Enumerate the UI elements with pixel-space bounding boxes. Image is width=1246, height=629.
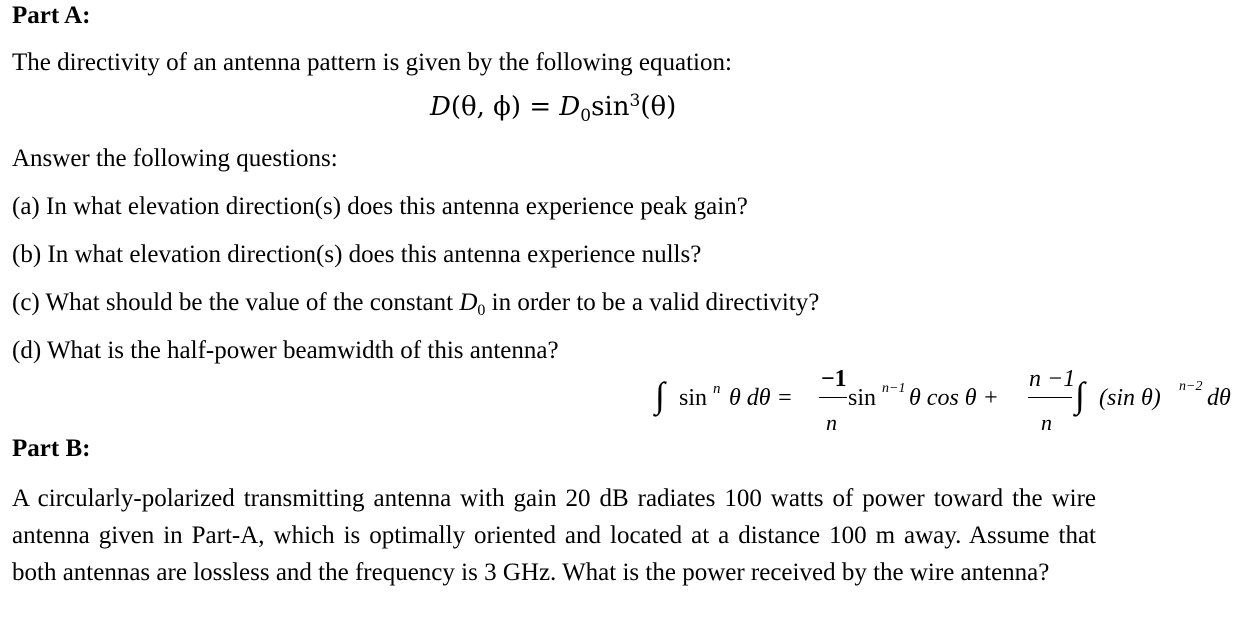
frac1-denominator: n <box>826 410 837 435</box>
question-c-text: (c) What should be the value of the constant <box>12 289 454 316</box>
eq-rhs-arg: (θ) <box>640 92 677 122</box>
question-b: (b) In what elevation direction(s) does this antenna experience nulls? <box>12 241 702 268</box>
formula-exp-n-1: n−1 <box>882 381 906 396</box>
question-c <box>12 289 819 317</box>
frac1-bar <box>819 397 847 398</box>
formula-theta-dtheta: θ dθ = <box>729 385 793 411</box>
frac2-numerator: n −1 <box>1029 366 1076 392</box>
answer-prompt: Answer the following questions: <box>12 145 338 172</box>
question-c-symbol: D <box>459 289 478 316</box>
question-c-tail: in order to be a valid directivity? <box>491 289 820 316</box>
frac2-bar <box>1028 397 1072 398</box>
formula-exp-n-2: n−2 <box>1179 379 1203 394</box>
part-b-question: A circularly-polarized transmitting antenna with gain 20 dB radiates 100 watts of power toward the wire antenna given in Part-A, which is optimally oriented and located at a distance 100 m away. Assume that both antennas are lossless and the frequency is 3 GHz. What is the power received by the wire antenna? <box>12 485 1096 586</box>
part-a-intro: The directivity of an antenna pattern is given by the following equation: <box>12 49 732 76</box>
formula-dtheta: dθ <box>1207 385 1231 411</box>
eq-equals: = <box>529 92 552 122</box>
frac1-numerator: −1 <box>821 366 847 392</box>
eq-lhs-args: (θ, ϕ) <box>450 92 522 122</box>
eq-lhs-d: D <box>430 92 451 122</box>
eq-rhs-d: D <box>559 92 581 122</box>
formula-sin-2: sin <box>848 385 877 411</box>
question-d: (d) What is the half-power beamwidth of this antenna? <box>12 337 559 364</box>
question-c-sub: 0 <box>477 302 486 319</box>
integral-sign-1: ∫ <box>655 375 665 415</box>
formula-sin-theta-paren: (sin θ) <box>1099 385 1161 411</box>
eq-rhs-sup: 3 <box>629 91 641 111</box>
eq-rhs-sub: 0 <box>580 106 592 126</box>
formula-theta-cos: θ cos θ + <box>909 385 999 411</box>
integral-reduction-formula <box>655 360 1245 440</box>
formula-sin-1: sin <box>679 385 708 411</box>
part-b-heading: Part B: <box>12 435 91 462</box>
integral-sign-2: ∫ <box>1075 375 1085 415</box>
part-a-heading: Part A: <box>12 2 91 29</box>
eq-rhs-func: sin <box>591 92 630 122</box>
frac2-denominator: n <box>1041 410 1052 435</box>
directivity-equation <box>430 91 677 126</box>
question-a: (a) In what elevation direction(s) does this antenna experience peak gain? <box>12 193 748 220</box>
formula-exp-n: n <box>713 381 721 397</box>
